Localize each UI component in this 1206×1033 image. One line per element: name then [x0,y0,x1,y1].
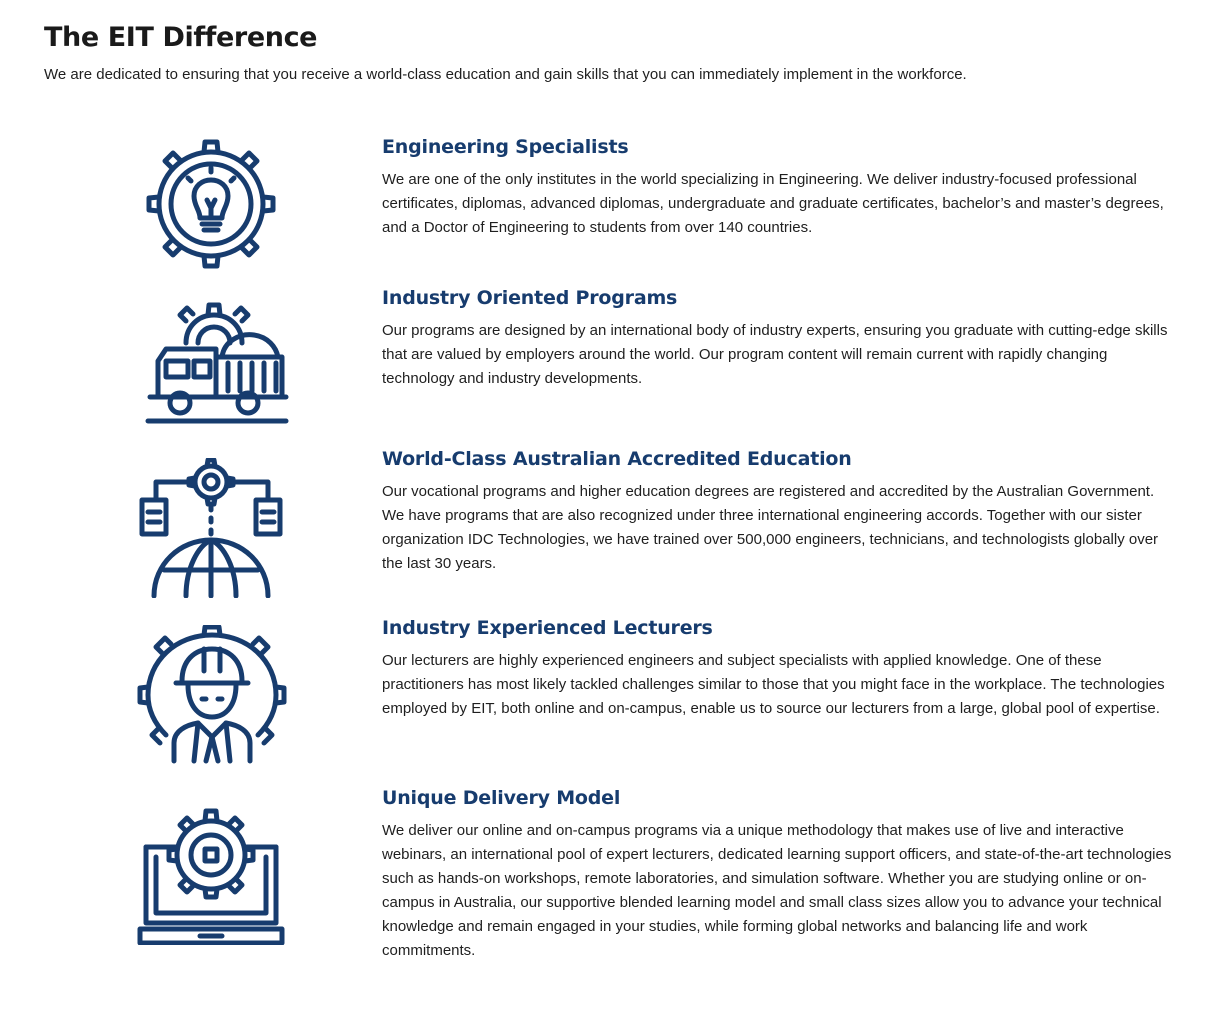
feature-heading: Industry Experienced Lecturers [382,617,713,639]
engineer-gear-icon [136,625,292,765]
laptop-gear-icon [136,805,292,945]
page-title: The EIT Difference [44,22,318,53]
feature-heading: Industry Oriented Programs [382,287,678,309]
gear-lightbulb-icon [136,134,292,274]
feature-heading: Unique Delivery Model [382,787,621,809]
feature-text: Our lecturers are highly experienced engineers and subject specialists with applied knowledge. One of these practitioners has most likely tackled challenges similar to those that you might face in the workplace. The technologies employed by EIT, both online and on-campus, enable us to source our lecturers from a large, global pool of expertise. [382,652,1165,717]
page-intro: We are dedicated to ensuring that you receive a world-class education and gain skills that you can immediately implement in the workforce. [44,66,967,83]
feature-heading: Engineering Specialists [382,136,629,158]
feature-text: We deliver our online and on-campus programs via a unique methodology that makes use of live and interactive webinars, an international pool of expert lecturers, dedicated learning support officers, and state-of-the-art technologies such as hands-on workshops, remote laboratories, and simulation software. Whether you are studying online or on-campus in Australia, our supportive blended learning model and small class sizes allow you to advance your technical knowledge and remain engaged in your studies, while forming global networks and balancing life and work commitments. [382,822,1172,959]
feature-text: We are one of the only institutes in the world specializing in Engineering. We deliver industry-focused professional certificates, diplomas, advanced diplomas, undergraduate and graduate certificates, bachelor’s and master’s degrees, and a Doctor of Engineering to students from over 140 countries. [382,171,1164,236]
dump-truck-gear-icon [136,291,292,431]
globe-network-icon [136,458,292,598]
feature-heading: World-Class Australian Accredited Education [382,448,852,470]
feature-text: Our programs are designed by an international body of industry experts, ensuring you graduate with cutting-edge skills that are valued by employers around the world. Our program content will remain current with rapidly changing technology and industry developments. [382,322,1168,387]
feature-text: Our vocational programs and higher education degrees are registered and accredited by the Australian Government. We have programs that are also recognized under three international engineering accords. Together with our sister organization IDC Technologies, we have trained over 500,000 engineers, technicians, and technologists globally over the last 30 years. [382,483,1159,572]
